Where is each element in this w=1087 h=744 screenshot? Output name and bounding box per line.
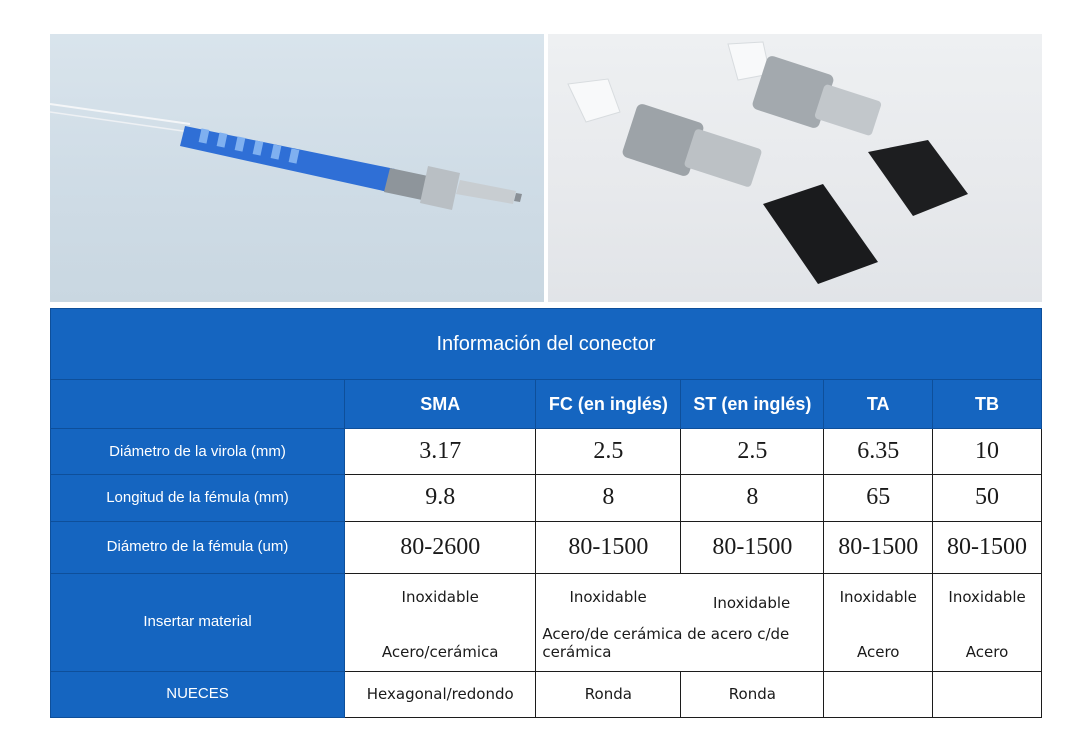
row-label-fiber-diameter: Diámetro de la fémula (um) [51,521,345,573]
table-row [51,573,1042,671]
header-st: ST (en inglés) [681,380,824,429]
connector-info-table [50,308,1042,718]
material-line1: Inoxidable [401,587,479,606]
material-line1: Inoxidable [839,587,917,606]
table-row [51,671,1042,717]
header-sma: SMA [345,380,536,429]
row-label-nut: NUECES [51,671,345,717]
row-label-ferrule-diameter: Diámetro de la virola (mm) [51,429,345,475]
table-cell [933,573,1042,671]
table-cell: Ronda [536,671,681,717]
header-cell-empty [51,380,345,429]
material-line2: Acero [965,642,1009,661]
table-cell: Ronda [681,671,824,717]
material-line2: Acero/de cerámica de acero c/de cerámica [542,624,790,661]
table-cell [933,671,1042,717]
table-row [51,521,1042,573]
table-cell [824,573,933,671]
table-row [51,429,1042,475]
table-cell: 3.17 [345,429,536,475]
table-row [51,475,1042,521]
table-cell: 50 [933,475,1042,521]
table-cell: 80-2600 [345,521,536,573]
material-line1: Inoxidable [948,587,1026,606]
table-cell [824,671,933,717]
row-label-material: Insertar material [51,573,345,671]
fc-connector-photo [548,34,1042,302]
table-cell: 2.5 [681,429,824,475]
fc-connector-illustration [548,34,1042,302]
header-row [51,380,1042,429]
sma-connector-photo [50,34,544,302]
table-cell [345,573,536,671]
table-cell: 6.35 [824,429,933,475]
table-cell: 80-1500 [824,521,933,573]
sma-connector-illustration [50,34,544,302]
row-label-ferrule-length: Longitud de la fémula (mm) [51,475,345,521]
table-cell: 8 [536,475,681,521]
material-line2: Acero/cerámica [381,642,499,661]
table-cell: 65 [824,475,933,521]
table-cell: 80-1500 [681,521,824,573]
table-title: Información del conector [51,309,1042,380]
table-cell: 80-1500 [933,521,1042,573]
table-cell: 80-1500 [536,521,681,573]
table-cell: 2.5 [536,429,681,475]
table-cell: 9.8 [345,475,536,521]
table-cell: 10 [933,429,1042,475]
material-line2: Acero [856,642,900,661]
header-fc: FC (en inglés) [536,380,681,429]
table-cell: Hexagonal/redondo [345,671,536,717]
material-line1: Inoxidable [569,587,647,606]
table-cell [536,573,824,671]
material-line1: Inoxidable [712,593,791,612]
header-tb: TB [933,380,1042,429]
header-ta: TA [824,380,933,429]
table-cell: 8 [681,475,824,521]
